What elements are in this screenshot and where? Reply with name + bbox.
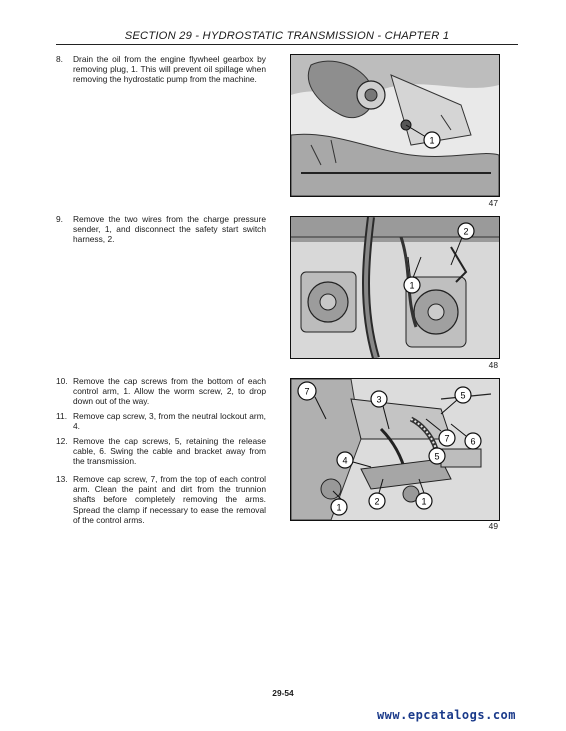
figure-47-illustration	[291, 55, 499, 196]
step-9	[56, 214, 266, 245]
step-text: Remove the cap screws, 5, retaining the release cable, 6. Swing the cable and bracket away from the transmission.	[73, 436, 266, 467]
callout-label: 2	[463, 226, 469, 237]
watermark-url: www.epcatalogs.com	[376, 708, 516, 722]
figure-number: 48	[488, 360, 498, 370]
callout-label: 7	[304, 386, 310, 397]
figure-49-photo	[290, 378, 500, 521]
callout-label: 2	[374, 496, 380, 507]
callout-label: 5	[434, 451, 440, 462]
step-12	[56, 436, 266, 467]
step-number: 8.	[56, 54, 63, 64]
step-text: Remove the cap screws from the bottom of each control arm, 1. Allow the worm screw, 2, to drop down out of the way.	[73, 376, 266, 407]
step-text: Drain the oil from the engine flywheel gearbox by removing plug, 1. This will prevent oil spillage when removing the hydrostatic pump from the machine.	[73, 54, 266, 85]
callout-label: 4	[342, 455, 348, 466]
step-10	[56, 376, 266, 407]
callout-label: 1	[429, 135, 435, 146]
callout-label: 3	[376, 394, 382, 405]
step-number: 12.	[56, 436, 68, 446]
figure-number: 47	[488, 198, 498, 208]
callout-label: 1	[421, 496, 427, 507]
figure-48-photo	[290, 216, 500, 359]
callout-label: 7	[444, 433, 450, 444]
step-11	[56, 411, 266, 431]
figure-48-illustration	[291, 217, 499, 358]
step-8	[56, 54, 266, 85]
figure-47-photo	[290, 54, 500, 197]
step-text: Remove cap screw, 3, from the neutral lockout arm, 4.	[73, 411, 266, 432]
callout-label: 6	[470, 436, 476, 447]
header-rule	[56, 44, 518, 45]
callout-label: 5	[460, 390, 466, 401]
callout-label: 1	[336, 502, 342, 513]
step-number: 10.	[56, 376, 68, 386]
step-number: 13.	[56, 474, 68, 484]
figure-number: 49	[488, 521, 498, 531]
step-text: Remove the two wires from the charge pressure sender, 1, and disconnect the safety start switch harness, 2.	[73, 214, 266, 245]
page-number: 29-54	[272, 688, 294, 698]
step-text: Remove cap screw, 7, from the top of each control arm. Clean the paint and dirt from the trunnion shafts before completely removing the arms. Spread the clamp if necessary to ease the removal of the control arms.	[73, 474, 266, 525]
step-13	[56, 474, 266, 525]
callout-label: 1	[409, 280, 415, 291]
step-number: 11.	[56, 411, 68, 421]
page-header-title: SECTION 29 - HYDROSTATIC TRANSMISSION - CHAPTER 1	[124, 30, 450, 42]
step-number: 9.	[56, 214, 63, 224]
figure-49-illustration	[291, 379, 499, 520]
